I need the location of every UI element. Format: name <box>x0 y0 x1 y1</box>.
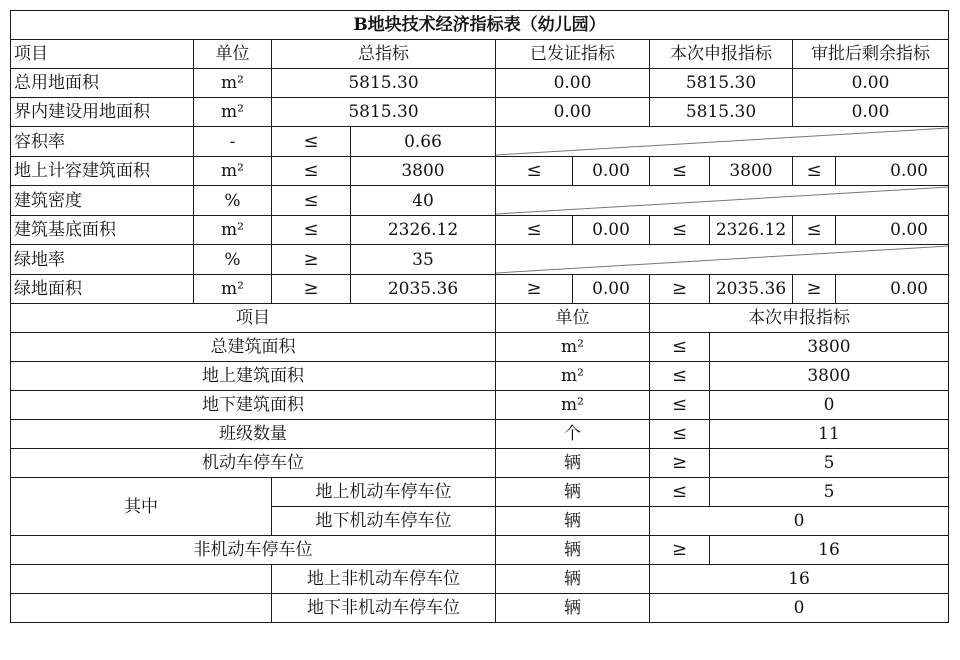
row-name: 容积率 <box>11 127 194 157</box>
table-row <box>11 98 949 127</box>
title-row <box>11 11 949 40</box>
row-unit: m² <box>194 157 272 186</box>
table-row <box>11 565 949 594</box>
row-unit: m² <box>496 391 650 420</box>
issued-value: 0.00 <box>573 216 650 245</box>
current-value: 3800 <box>710 157 793 186</box>
row-name: 界内建设用地面积 <box>11 98 194 127</box>
row-unit: 辆 <box>496 478 650 507</box>
row-value: 0 <box>710 391 949 420</box>
remaining-value: 0.00 <box>836 275 949 304</box>
row-unit: m² <box>496 333 650 362</box>
row-value: 3800 <box>351 157 496 186</box>
issued-operator: ≤ <box>496 157 573 186</box>
row-name: 机动车停车位 <box>11 449 496 478</box>
remaining-value: 0.00 <box>836 157 949 186</box>
row-name: 地上建筑面积 <box>11 362 496 391</box>
row-value: 0 <box>650 507 949 536</box>
row-unit: m² <box>496 362 650 391</box>
row-value: 0 <box>650 594 949 623</box>
technical-economic-indicator-table <box>10 10 949 623</box>
row-unit: m² <box>194 69 272 98</box>
row-operator: ≤ <box>650 391 710 420</box>
table-row <box>11 245 949 275</box>
row-value: 35 <box>351 245 496 275</box>
header-item: 项目 <box>11 40 194 69</box>
row-value: 11 <box>710 420 949 449</box>
group-label: 其中 <box>11 478 272 536</box>
issued-value: 0.00 <box>573 157 650 186</box>
row-unit: 辆 <box>496 565 650 594</box>
row-value: 40 <box>351 186 496 216</box>
current-value: 2035.36 <box>710 275 793 304</box>
row-operator: ≥ <box>272 275 351 304</box>
row-remaining: 0.00 <box>793 69 949 98</box>
row-value: 5 <box>710 449 949 478</box>
table-row <box>11 127 949 157</box>
row-value: 16 <box>650 565 949 594</box>
row-name: 建筑密度 <box>11 186 194 216</box>
table-row <box>11 391 949 420</box>
diagonal-blank-cell <box>496 127 949 157</box>
table-row <box>11 69 949 98</box>
row-operator: ≥ <box>272 245 351 275</box>
diagonal-blank-cell <box>496 245 949 275</box>
row-unit: % <box>194 186 272 216</box>
row-name: 总建筑面积 <box>11 333 496 362</box>
row-operator: ≤ <box>272 216 351 245</box>
row-unit: m² <box>194 275 272 304</box>
lower-header-row <box>11 304 949 333</box>
remaining-value: 0.00 <box>836 216 949 245</box>
current-operator: ≥ <box>650 275 710 304</box>
table-row <box>11 333 949 362</box>
row-unit: - <box>194 127 272 157</box>
table-row <box>11 449 949 478</box>
row-issued: 0.00 <box>496 98 650 127</box>
row-operator: ≤ <box>650 333 710 362</box>
row-name: 绿地率 <box>11 245 194 275</box>
header-current: 本次申报指标 <box>650 40 793 69</box>
row-name: 地上机动车停车位 <box>272 478 496 507</box>
row-operator: ≤ <box>272 186 351 216</box>
row-name: 建筑基底面积 <box>11 216 194 245</box>
header-total: 总指标 <box>272 40 496 69</box>
row-name: 绿地面积 <box>11 275 194 304</box>
row-operator: ≥ <box>650 449 710 478</box>
row-name: 班级数量 <box>11 420 496 449</box>
table-row <box>11 478 949 507</box>
table-row <box>11 362 949 391</box>
row-unit: m² <box>194 216 272 245</box>
issued-value: 0.00 <box>573 275 650 304</box>
issued-operator: ≥ <box>496 275 573 304</box>
current-operator: ≤ <box>650 157 710 186</box>
current-value: 2326.12 <box>710 216 793 245</box>
table-row <box>11 275 949 304</box>
row-unit: 辆 <box>496 536 650 565</box>
row-remaining: 0.00 <box>793 98 949 127</box>
lower-header-unit: 单位 <box>496 304 650 333</box>
row-value: 16 <box>710 536 949 565</box>
top-header-row <box>11 40 949 69</box>
row-current: 5815.30 <box>650 98 793 127</box>
row-unit: % <box>194 245 272 275</box>
table-row <box>11 186 949 216</box>
row-value: 0.66 <box>351 127 496 157</box>
lower-header-item: 项目 <box>11 304 496 333</box>
header-remaining: 审批后剩余指标 <box>793 40 949 69</box>
table-row <box>11 216 949 245</box>
row-operator: ≤ <box>272 127 351 157</box>
row-operator: ≥ <box>650 536 710 565</box>
table-row <box>11 536 949 565</box>
remaining-operator: ≤ <box>793 157 836 186</box>
row-total: 5815.30 <box>272 69 496 98</box>
current-operator: ≤ <box>650 216 710 245</box>
row-operator: ≤ <box>650 478 710 507</box>
row-name: 非机动车停车位 <box>11 536 496 565</box>
row-name: 地上计容建筑面积 <box>11 157 194 186</box>
row-name: 地下建筑面积 <box>11 391 496 420</box>
header-issued: 已发证指标 <box>496 40 650 69</box>
diagonal-line <box>496 127 949 156</box>
row-operator: ≤ <box>650 420 710 449</box>
row-unit: m² <box>194 98 272 127</box>
row-issued: 0.00 <box>496 69 650 98</box>
header-unit: 单位 <box>194 40 272 69</box>
row-operator: ≤ <box>272 157 351 186</box>
remaining-operator: ≥ <box>793 275 836 304</box>
row-unit: 辆 <box>496 594 650 623</box>
blank-cell <box>11 594 272 623</box>
row-unit: 辆 <box>496 507 650 536</box>
table-row <box>11 594 949 623</box>
table-row <box>11 420 949 449</box>
row-name: 地上非机动车停车位 <box>272 565 496 594</box>
lower-header-current: 本次申报指标 <box>650 304 949 333</box>
row-name: 地下机动车停车位 <box>272 507 496 536</box>
blank-cell <box>11 565 272 594</box>
row-unit: 辆 <box>496 449 650 478</box>
table-title: B地块技术经济指标表（幼儿园） <box>11 11 949 40</box>
row-value: 3800 <box>710 362 949 391</box>
diagonal-line <box>496 245 949 274</box>
row-total: 5815.30 <box>272 98 496 127</box>
diagonal-blank-cell <box>496 186 949 216</box>
row-value: 3800 <box>710 333 949 362</box>
row-operator: ≤ <box>650 362 710 391</box>
row-unit: 个 <box>496 420 650 449</box>
row-name: 地下非机动车停车位 <box>272 594 496 623</box>
issued-operator: ≤ <box>496 216 573 245</box>
row-value: 5 <box>710 478 949 507</box>
remaining-operator: ≤ <box>793 216 836 245</box>
row-value: 2326.12 <box>351 216 496 245</box>
row-value: 2035.36 <box>351 275 496 304</box>
row-name: 总用地面积 <box>11 69 194 98</box>
table-row <box>11 157 949 186</box>
indicator-table-container <box>10 10 948 644</box>
diagonal-line <box>496 186 949 215</box>
row-current: 5815.30 <box>650 69 793 98</box>
